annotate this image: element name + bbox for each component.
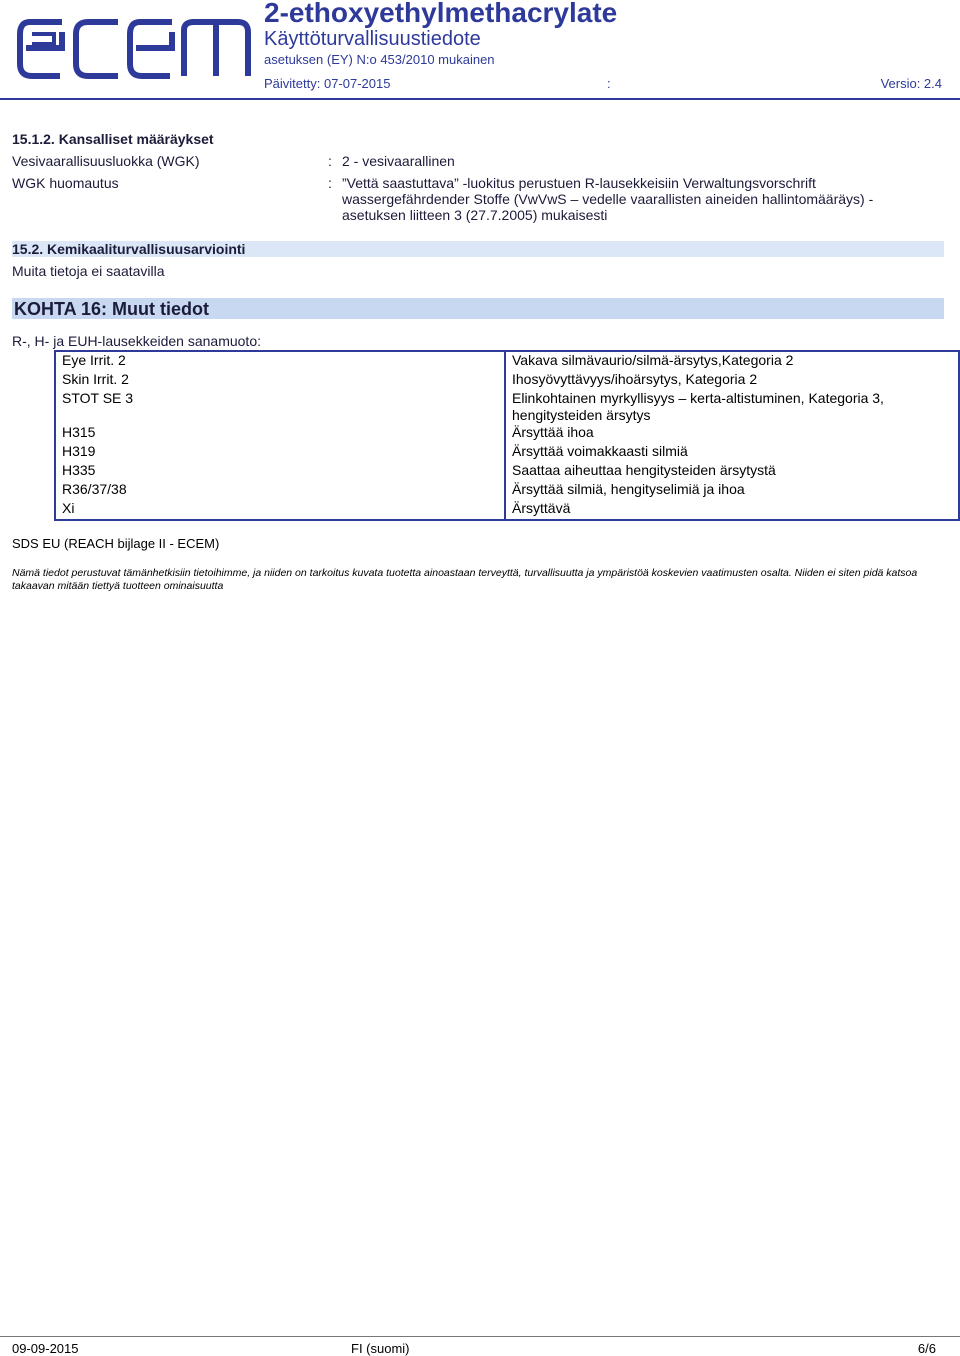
sds-source: SDS EU (REACH bijlage II - ECEM) — [12, 536, 220, 551]
disclaimer-text: Nämä tiedot perustuvat tämänhetkisiin tietoihimme, ja niiden on tarkoitus kuvata tuotetta ainoastaan terveyttä, turvallisuutta ja ympäristöä koskevien vaatimusten osalta. Niiden ei siten pidä katsoa takaavan mitään tiettyä tuotteen ominaisuutta — [12, 567, 918, 592]
footer-divider — [0, 1336, 960, 1337]
phrase-text: Ärsyttää ihoa — [505, 424, 959, 443]
section-heading-15-2: 15.2. Kemikaaliturvallisuusarviointi — [12, 241, 246, 257]
wgk-note-line-2: wassergefährdender Stoffe (VwVwS – vedelle vaarallisten aineiden hallintomääräys) - — [342, 191, 874, 207]
wgk-label: Vesivaarallisuusluokka (WGK) — [12, 153, 200, 169]
phrase-text-line: hengitysteiden ärsytys — [512, 407, 651, 423]
phrase-text: Ärsyttävä — [505, 500, 959, 520]
document-title: 2-ethoxyethylmethacrylate — [264, 0, 618, 28]
phrase-text: Ihosyövyttävyys/ihoärsytys, Kategoria 2 — [505, 371, 959, 390]
document-subtitle: Käyttöturvallisuustiedote — [264, 28, 481, 50]
phrase-code: H319 — [55, 443, 505, 462]
regulation-reference: asetuksen (EY) N:o 453/2010 mukainen — [264, 52, 495, 67]
table-row — [55, 462, 959, 481]
version-label: Versio: 2.4 — [880, 76, 942, 91]
table-row — [55, 443, 959, 462]
wgk-note-colon: : — [328, 175, 332, 191]
wgk-note-line-1: ”Vettä saastuttava” -luokitus perustuen R-lausekkeisiin Verwaltungsvorschrift — [342, 175, 816, 191]
wgk-colon: : — [328, 153, 332, 169]
phrase-text: Ärsyttää voimakkaasti silmiä — [505, 443, 959, 462]
header-separator: : — [607, 76, 611, 91]
wgk-note-line-3: asetuksen liitteen 3 (27.7.2005) mukaisesti — [342, 207, 608, 223]
phrase-text-line: Elinkohtainen myrkyllisyys – kerta-altistuminen, Kategoria 3, — [512, 390, 884, 406]
phrase-code: R36/37/38 — [55, 481, 505, 500]
phrase-code: Xi — [55, 500, 505, 520]
phrase-code: Eye Irrit. 2 — [55, 351, 505, 371]
phrase-text: Vakava silmävaurio/silmä-ärsytys,Kategoria 2 — [505, 351, 959, 371]
footer-language: FI (suomi) — [351, 1341, 410, 1356]
phrases-table — [54, 350, 960, 521]
phrase-code: H315 — [55, 424, 505, 443]
phrases-intro: R-, H- ja EUH-lausekkeiden sanamuoto: — [12, 333, 261, 349]
section-heading-15-1-2: 15.1.2. Kansalliset määräykset — [12, 131, 214, 147]
section-16-heading: KOHTA 16: Muut tiedot — [14, 299, 209, 319]
table-row — [55, 481, 959, 500]
table-row — [55, 424, 959, 443]
wgk-note-label: WGK huomautus — [12, 175, 119, 191]
wgk-value: 2 - vesivaarallinen — [342, 153, 455, 169]
phrase-code: Skin Irrit. 2 — [55, 371, 505, 390]
table-row — [55, 500, 959, 520]
phrase-code: STOT SE 3 — [55, 390, 505, 424]
phrase-text: Saattaa aiheuttaa hengitysteiden ärsytystä — [505, 462, 959, 481]
ecem-logo — [12, 4, 252, 82]
chemical-safety-text: Muita tietoja ei saatavilla — [12, 263, 165, 279]
footer-page-number: 6/6 — [917, 1341, 936, 1356]
header-divider — [0, 98, 960, 100]
phrase-code: H335 — [55, 462, 505, 481]
table-row — [55, 351, 959, 371]
phrase-text: Ärsyttää silmiä, hengityselimiä ja ihoa — [505, 481, 959, 500]
footer-date: 09-09-2015 — [12, 1341, 79, 1356]
phrase-text-multiline — [505, 390, 959, 424]
table-row — [55, 390, 959, 424]
updated-date: Päivitetty: 07-07-2015 — [264, 76, 391, 91]
table-row — [55, 371, 959, 390]
